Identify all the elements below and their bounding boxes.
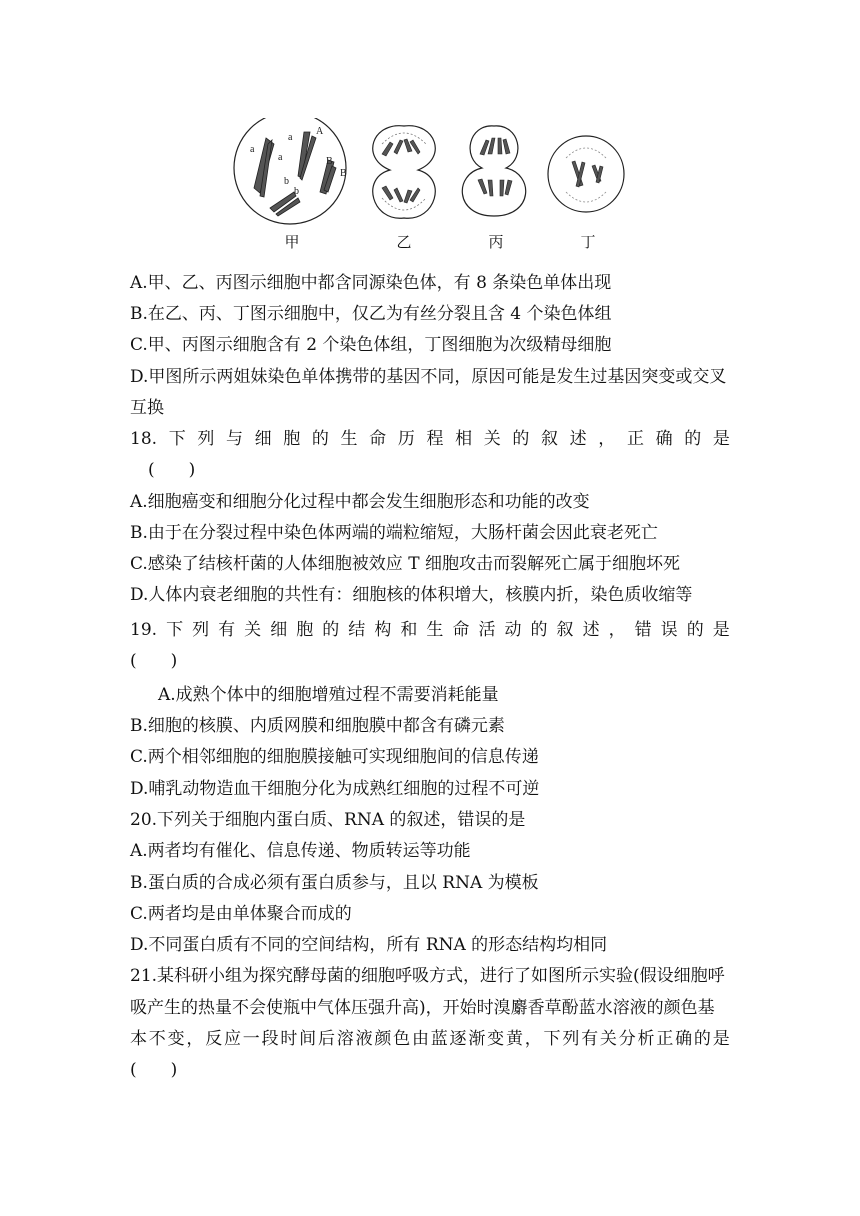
stem-char: ， xyxy=(598,429,616,449)
stem-char: 下 xyxy=(168,429,186,449)
stem-char: 胞 xyxy=(296,620,314,640)
q17-option-c: C.甲、丙图示细胞含有 2 个染色体组，丁图细胞为次级精母细胞 xyxy=(130,335,612,355)
stem-char: 变 xyxy=(487,1029,505,1049)
gene-label: B xyxy=(326,156,333,167)
cell-label-yi: 乙 xyxy=(396,233,412,251)
stem-char: 下 xyxy=(166,620,184,640)
stem-char: 的 xyxy=(693,1029,711,1049)
q17-option-d-continued: 互换 xyxy=(130,398,164,418)
stem-char: 下 xyxy=(543,1029,561,1049)
stem-char: 程 xyxy=(426,429,444,449)
stem-char: 叙 xyxy=(556,620,574,640)
q18-option-c: C.感染了结核杆菌的人体细胞被效应 T 细胞攻击而裂解死亡属于细胞坏死 xyxy=(130,554,680,574)
stem-char: 18. xyxy=(130,429,158,449)
gene-label: B xyxy=(340,168,347,179)
stem-char: 细 xyxy=(254,429,272,449)
q19-option-a: A.成熟个体中的细胞增殖过程不需要消耗能量 xyxy=(158,685,499,705)
stem-char: 由 xyxy=(411,1029,429,1049)
cell-yi-outline xyxy=(373,126,435,219)
stem-char: 间 xyxy=(299,1029,317,1049)
q20-option-c: C.两者均是由单体聚合而成的 xyxy=(130,904,352,924)
stem-char: 是 xyxy=(712,620,730,640)
q17-option-b: B.在乙、丙、丁图示细胞中，仅乙为有丝分裂且含 4 个染色体组 xyxy=(130,304,612,324)
stem-char: ， xyxy=(524,1029,542,1049)
stem-char: ， xyxy=(608,620,626,640)
stem-char: 反 xyxy=(205,1029,223,1049)
cell-ding-chromosomes xyxy=(572,161,603,187)
stem-char: 错 xyxy=(634,620,652,640)
q18-answer-paren: ( ) xyxy=(148,460,196,480)
stem-char: 述 xyxy=(569,429,587,449)
stem-char: 是 xyxy=(712,1029,730,1049)
stem-char: 胞 xyxy=(283,429,301,449)
stem-char: 活 xyxy=(478,620,496,640)
q20-option-a: A.两者均有催化、信息传递、物质转运等功能 xyxy=(130,841,471,861)
q21-stem-line-1: 21.某科研小组为探究酵母菌的细胞呼吸方式，进行了如图所示实验(假设细胞呼 xyxy=(130,966,725,986)
stem-char: 历 xyxy=(397,429,415,449)
stem-char: 渐 xyxy=(468,1029,486,1049)
gene-label: a xyxy=(288,132,293,143)
stem-char: 颜 xyxy=(374,1029,392,1049)
stem-char: 结 xyxy=(348,620,366,640)
stem-char: 误 xyxy=(660,620,678,640)
stem-char: 生 xyxy=(340,429,358,449)
q18-stem xyxy=(130,428,730,450)
stem-char: 的 xyxy=(512,429,530,449)
q19-option-c: C.两个相邻细胞的细胞膜接触可实现细胞间的信息传递 xyxy=(130,747,539,767)
gene-label: a xyxy=(250,144,255,155)
stem-char: 蓝 xyxy=(430,1029,448,1049)
cell-label-bing: 丙 xyxy=(488,233,504,251)
stem-char: 一 xyxy=(242,1029,260,1049)
q18-option-b: B.由于在分裂过程中染色体两端的端粒缩短，大肠杆菌会因此衰老死亡 xyxy=(130,523,658,543)
cell-jia-chromosomes xyxy=(254,132,336,216)
q19-option-d: D.哺乳动物造血干细胞分化为成熟红细胞的过程不可逆 xyxy=(130,779,540,799)
stem-char: 确 xyxy=(655,429,673,449)
q17-option-d: D.甲图所示两姐妹染色单体携带的基因不同，原因可能是发生过基因突变或交叉 xyxy=(130,367,727,387)
gene-label: a xyxy=(278,152,283,163)
stem-char: 命 xyxy=(452,620,470,640)
stem-char: 列 xyxy=(192,620,210,640)
stem-char: 19. xyxy=(130,620,158,640)
stem-char: 相 xyxy=(455,429,473,449)
q18-option-d: D.人体内衰老细胞的共性有：细胞核的体积增大，核膜内折，染色质收缩等 xyxy=(130,585,693,605)
stem-char: 叙 xyxy=(541,429,559,449)
q17-option-a: A.甲、乙、丙图示细胞中都含同源染色体，有 8 条染色单体出现 xyxy=(130,273,612,293)
stem-char: 后 xyxy=(317,1029,335,1049)
stem-char: 溶 xyxy=(336,1029,354,1049)
cell-division-figure xyxy=(232,118,628,253)
stem-char: 确 xyxy=(675,1029,693,1049)
stem-char: ， xyxy=(186,1029,204,1049)
cell-label-ding: 丁 xyxy=(580,233,596,251)
q19-answer-paren: ( ) xyxy=(130,651,178,671)
stem-char: 关 xyxy=(599,1029,617,1049)
q20-option-b: B.蛋白质的合成必须有蛋白质参与，且以 RNA 为模板 xyxy=(130,873,539,893)
stem-char: 是 xyxy=(712,429,730,449)
gene-label: b xyxy=(284,176,289,187)
stem-char: 段 xyxy=(261,1029,279,1049)
stem-char: 的 xyxy=(322,620,340,640)
gene-label: b xyxy=(294,186,299,197)
stem-char: 列 xyxy=(562,1029,580,1049)
stem-char: 正 xyxy=(656,1029,674,1049)
stem-char: 命 xyxy=(369,429,387,449)
cell-division-diagram xyxy=(232,118,628,228)
stem-char: 变 xyxy=(167,1029,185,1049)
stem-char: 列 xyxy=(197,429,215,449)
stem-char: 的 xyxy=(686,620,704,640)
stem-char: 动 xyxy=(504,620,522,640)
stem-char: 逐 xyxy=(449,1029,467,1049)
q18-option-a: A.细胞癌变和细胞分化过程中都会发生细胞形态和功能的改变 xyxy=(130,492,590,512)
stem-char: 关 xyxy=(483,429,501,449)
stem-char: 述 xyxy=(582,620,600,640)
cell-ding-outline xyxy=(548,136,624,212)
gene-label: A xyxy=(316,126,324,137)
q21-stem-line-3 xyxy=(130,1028,730,1050)
stem-char: 正 xyxy=(626,429,644,449)
stem-char: 关 xyxy=(244,620,262,640)
q19-option-b: B.细胞的核膜、内质网膜和细胞膜中都含有磷元素 xyxy=(130,716,505,736)
q21-answer-paren: ( ) xyxy=(130,1060,178,1080)
stem-char: 黄 xyxy=(505,1029,523,1049)
stem-char: 色 xyxy=(393,1029,411,1049)
stem-char: 液 xyxy=(355,1029,373,1049)
stem-char: 析 xyxy=(637,1029,655,1049)
stem-char: 的 xyxy=(530,620,548,640)
q19-stem xyxy=(130,619,730,641)
stem-char: 和 xyxy=(400,620,418,640)
stem-char: 分 xyxy=(618,1029,636,1049)
stem-char: 细 xyxy=(270,620,288,640)
stem-char: 时 xyxy=(280,1029,298,1049)
stem-char: 的 xyxy=(311,429,329,449)
stem-char: 有 xyxy=(581,1029,599,1049)
stem-char: 构 xyxy=(374,620,392,640)
q21-stem-line-2: 吸产生的热量不会使瓶中气体压强升高)，开始时溴麝香草酚蓝水溶液的颜色基 xyxy=(130,998,715,1018)
q20-stem: 20.下列关于细胞内蛋白质、RNA 的叙述，错误的是 xyxy=(130,810,526,830)
stem-char: 应 xyxy=(223,1029,241,1049)
stem-char: 有 xyxy=(218,620,236,640)
stem-char: 的 xyxy=(684,429,702,449)
stem-char: 不 xyxy=(148,1029,166,1049)
stem-char: 本 xyxy=(130,1029,147,1049)
cell-label-jia: 甲 xyxy=(284,233,300,251)
q20-option-d: D.不同蛋白质有不同的空间结构，所有 RNA 的形态结构均相同 xyxy=(130,935,608,955)
stem-char: 与 xyxy=(225,429,243,449)
stem-char: 生 xyxy=(426,620,444,640)
